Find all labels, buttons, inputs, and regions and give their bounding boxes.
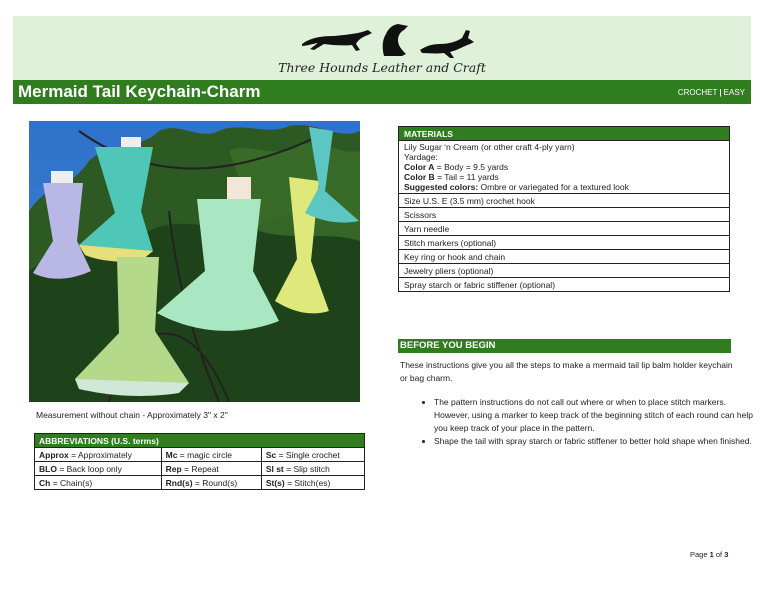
materials-color-a: Color A = Body = 9.5 yards [404,162,509,172]
tag-separator: | [719,88,722,97]
table-row [399,236,730,250]
table-cell: Approx = Approximately [35,448,162,462]
table-cell: Ch = Chain(s) [35,476,162,490]
table-row [399,250,730,264]
before-you-begin-heading: BEFORE YOU BEGIN [398,339,731,353]
materials-item: Size U.S. E (3.5 mm) crochet hook [399,194,730,208]
materials-suggested: Suggested colors: Ombre or variegated for a textured look [404,182,629,192]
table-row [399,278,730,292]
materials-item: Stitch markers (optional) [399,236,730,250]
tag-crochet: CROCHET [677,88,718,97]
page-number: Page 1 of 3 [690,550,729,559]
photo-caption: Measurement without chain - Approximately 3" x 2" [36,410,228,420]
materials-item: Jewelry pliers (optional) [399,264,730,278]
table-cell: Rnd(s) = Round(s) [161,476,261,490]
materials-yardage: Yardage: [404,152,438,162]
materials-yarn-cell [399,141,730,194]
materials-item: Yarn needle [399,222,730,236]
title-bar [13,80,751,104]
table-row [35,462,365,476]
table-row [399,264,730,278]
table-cell: St(s) = Stitch(es) [261,476,364,490]
materials-yarn: Lily Sugar ‘n Cream (or other craft 4-ply yarn) [404,142,575,152]
page-title: Mermaid Tail Keychain-Charm [18,82,261,101]
table-row [399,141,730,194]
materials-table [398,126,730,292]
materials-item: Key ring or hook and chain [399,250,730,264]
table-cell: BLO = Back loop only [35,462,162,476]
three-hounds-logo [298,20,478,60]
table-cell: Sl st = Slip stitch [261,462,364,476]
table-row [399,208,730,222]
before-intro: These instructions give you all the steps to make a mermaid tail lip balm holder keychain or bag charm. [400,360,733,383]
table-cell: Rep = Repeat [161,462,261,476]
table-row [399,194,730,208]
before-bullets [410,396,759,448]
abbreviations-table [34,433,365,490]
tag-easy: EASY [723,88,745,97]
materials-heading: MATERIALS [399,127,730,141]
category-tags [678,88,745,97]
table-row [35,476,365,490]
table-row [35,448,365,462]
abbreviations-heading: ABBREVIATIONS (U.S. terms) [35,434,365,448]
brand-name: Three Hounds Leather and Craft [278,60,486,75]
list-item: • The pattern instructions do not call out where or when to place stitch markers. However, using a marker to keep track of the beginning stitch of each round can help you keep track of your place in the pattern. [434,396,759,435]
table-cell: Mc = magic circle [161,448,261,462]
materials-item: Scissors [399,208,730,222]
table-row [399,222,730,236]
list-item: • Shape the tail with spray starch or fabric stiffener to better hold shape when finished. [434,435,759,448]
materials-color-b: Color B = Tail = 11 yards [404,172,499,182]
product-photo [29,121,360,402]
materials-item: Spray starch or fabric stiffener (optional) [399,278,730,292]
table-cell: Sc = Single crochet [261,448,364,462]
brand-banner [13,16,751,80]
